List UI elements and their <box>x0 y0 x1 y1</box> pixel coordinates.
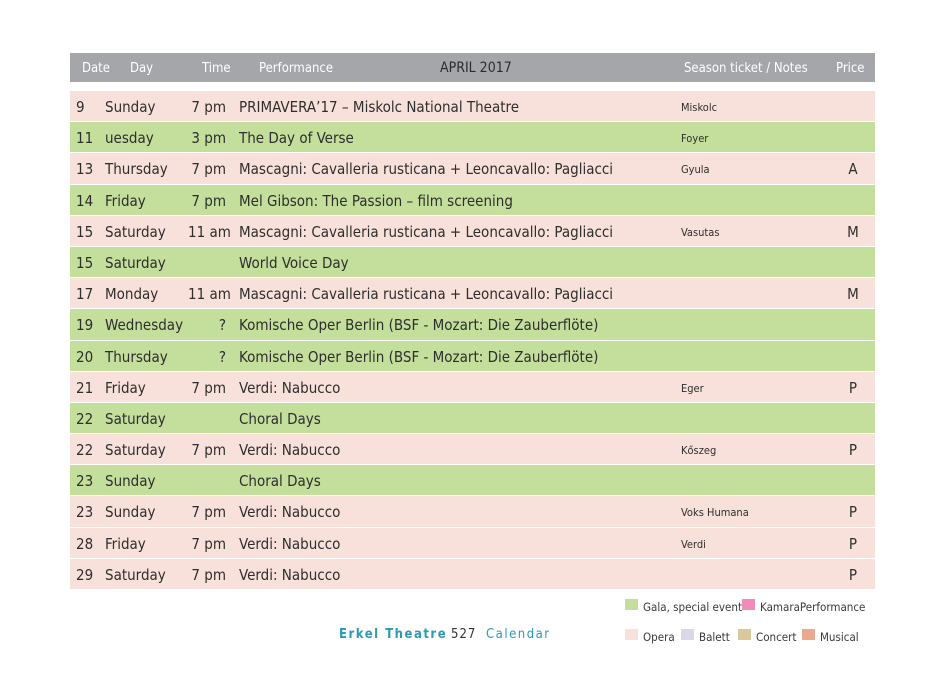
row-notes: Eger <box>681 381 704 395</box>
row-price: M <box>847 222 859 241</box>
row-date: 11 <box>76 129 94 148</box>
table-row <box>70 216 875 247</box>
table-body <box>70 91 875 590</box>
row-performance: PRIMAVERA’17 – Miskolc National Theatre <box>239 98 520 116</box>
legend-kamara-swatch <box>742 599 755 610</box>
row-day: Monday <box>105 285 159 304</box>
row-notes: Gyula <box>681 163 710 177</box>
table-row <box>70 341 875 372</box>
row-day: Friday <box>105 191 146 210</box>
header-day: Day <box>130 61 154 76</box>
table-row <box>70 528 875 559</box>
row-performance: Verdi: Nabucco <box>239 503 341 522</box>
row-time: 7 pm <box>191 534 226 553</box>
row-date: 22 <box>76 441 94 460</box>
row-price: M <box>847 285 859 304</box>
row-day: Saturday <box>105 565 166 584</box>
row-day: Sunday <box>105 472 156 491</box>
row-day: Friday <box>105 534 146 553</box>
legend-opera-swatch <box>625 629 638 640</box>
row-date: 17 <box>76 285 94 304</box>
row-time: 7 pm <box>191 378 226 397</box>
legend-balett-label: Balett <box>699 630 730 644</box>
row-date: 15 <box>76 222 94 241</box>
table-row <box>70 372 875 403</box>
row-notes: Verdi <box>681 537 706 551</box>
row-date: 23 <box>76 503 94 522</box>
row-performance: Verdi: Nabucco <box>239 534 341 553</box>
footer-theatre-name: Erkel Theatre <box>339 627 448 642</box>
row-performance: Choral Days <box>239 409 321 428</box>
table-row <box>70 309 875 340</box>
row-time: 3 pm <box>191 129 226 148</box>
row-performance: Mascagni: Cavalleria rusticana + Leoncavallo: Pagliacci <box>239 160 614 179</box>
row-day: Sunday <box>105 98 156 116</box>
row-notes: Foyer <box>681 132 709 146</box>
table-row <box>70 153 875 184</box>
row-price: P <box>848 534 858 553</box>
row-performance: Komische Oper Berlin (BSF - Mozart: Die Zauberflöte) <box>239 316 599 335</box>
row-performance: Verdi: Nabucco <box>239 378 341 397</box>
row-performance: The Day of Verse <box>239 129 354 148</box>
header-gap <box>70 82 875 91</box>
row-notes: Voks Humana <box>681 506 749 520</box>
row-date: 21 <box>76 378 94 397</box>
row-date: 9 <box>76 98 85 116</box>
calendar-table <box>70 53 875 590</box>
header-price: Price <box>836 61 865 76</box>
legend-concert-swatch <box>738 629 751 640</box>
row-price: P <box>848 503 858 522</box>
row-time: 11 am <box>188 222 231 241</box>
row-day: uesday <box>105 129 154 148</box>
row-notes: Kőszeg <box>681 444 717 458</box>
row-time: ? <box>218 316 226 335</box>
row-time: 7 pm <box>191 160 226 179</box>
row-price: P <box>848 441 858 460</box>
row-date: 14 <box>76 191 94 210</box>
row-date: 15 <box>76 253 94 272</box>
row-price: P <box>848 565 858 584</box>
row-date: 23 <box>76 472 94 491</box>
legend-gala-label: Gala, special event <box>643 600 743 614</box>
table-row <box>70 91 875 122</box>
table-row <box>70 403 875 434</box>
row-time: 7 pm <box>191 565 226 584</box>
header-notes: Season ticket / Notes <box>684 61 808 76</box>
row-date: 29 <box>76 565 94 584</box>
row-performance: Komische Oper Berlin (BSF - Mozart: Die Zauberflöte) <box>239 347 599 366</box>
row-day: Friday <box>105 378 146 397</box>
row-day: Sunday <box>105 503 156 522</box>
footer-page-number: 527 <box>451 627 477 642</box>
row-performance: Mascagni: Cavalleria rusticana + Leoncavallo: Pagliacci <box>239 222 614 241</box>
row-price: P <box>848 378 858 397</box>
header-time: Time <box>202 61 231 76</box>
row-time: 11 am <box>188 285 231 304</box>
table-row <box>70 247 875 278</box>
row-date: 28 <box>76 534 94 553</box>
row-time: 7 pm <box>191 441 226 460</box>
legend-musical-swatch <box>802 629 815 640</box>
row-time: ? <box>218 347 226 366</box>
row-day: Saturday <box>105 253 166 272</box>
row-date: 22 <box>76 409 94 428</box>
legend-musical-label: Musical <box>820 630 859 644</box>
row-performance: Verdi: Nabucco <box>239 441 341 460</box>
legend-concert-label: Concert <box>756 630 797 644</box>
footer-section: Calendar <box>486 627 551 642</box>
table-row <box>70 559 875 590</box>
row-date: 20 <box>76 347 94 366</box>
row-day: Thursday <box>105 160 168 179</box>
row-performance: Choral Days <box>239 472 321 491</box>
table-row <box>70 465 875 496</box>
row-performance: Mascagni: Cavalleria rusticana + Leoncavallo: Pagliacci <box>239 285 614 304</box>
row-performance: Verdi: Nabucco <box>239 565 341 584</box>
row-price: A <box>848 160 858 179</box>
table-row <box>70 496 875 527</box>
table-row <box>70 278 875 309</box>
legend-balett-swatch <box>681 629 694 640</box>
row-notes: Miskolc <box>681 101 718 114</box>
header-performance: Performance <box>259 61 334 76</box>
legend-gala-swatch <box>625 599 638 610</box>
table-row <box>70 434 875 465</box>
table-row <box>70 185 875 216</box>
legend-kamara-label: KamaraPerformance <box>760 600 866 614</box>
row-date: 19 <box>76 316 94 335</box>
row-date: 13 <box>76 160 94 179</box>
row-day: Thursday <box>105 347 168 366</box>
header-date: Date <box>82 61 110 76</box>
row-performance: Mel Gibson: The Passion – film screening <box>239 191 513 210</box>
row-day: Saturday <box>105 409 166 428</box>
table-row <box>70 122 875 153</box>
row-time: 7 pm <box>191 98 226 116</box>
header-month: APRIL 2017 <box>440 60 512 76</box>
row-day: Saturday <box>105 222 166 241</box>
row-day: Wednesday <box>105 316 184 335</box>
row-time: 7 pm <box>191 191 226 210</box>
table-header <box>70 53 875 82</box>
row-notes: Vasutas <box>681 225 720 239</box>
row-time: 7 pm <box>191 503 226 522</box>
row-performance: World Voice Day <box>239 253 349 272</box>
legend-opera-label: Opera <box>643 630 675 644</box>
row-day: Saturday <box>105 441 166 460</box>
